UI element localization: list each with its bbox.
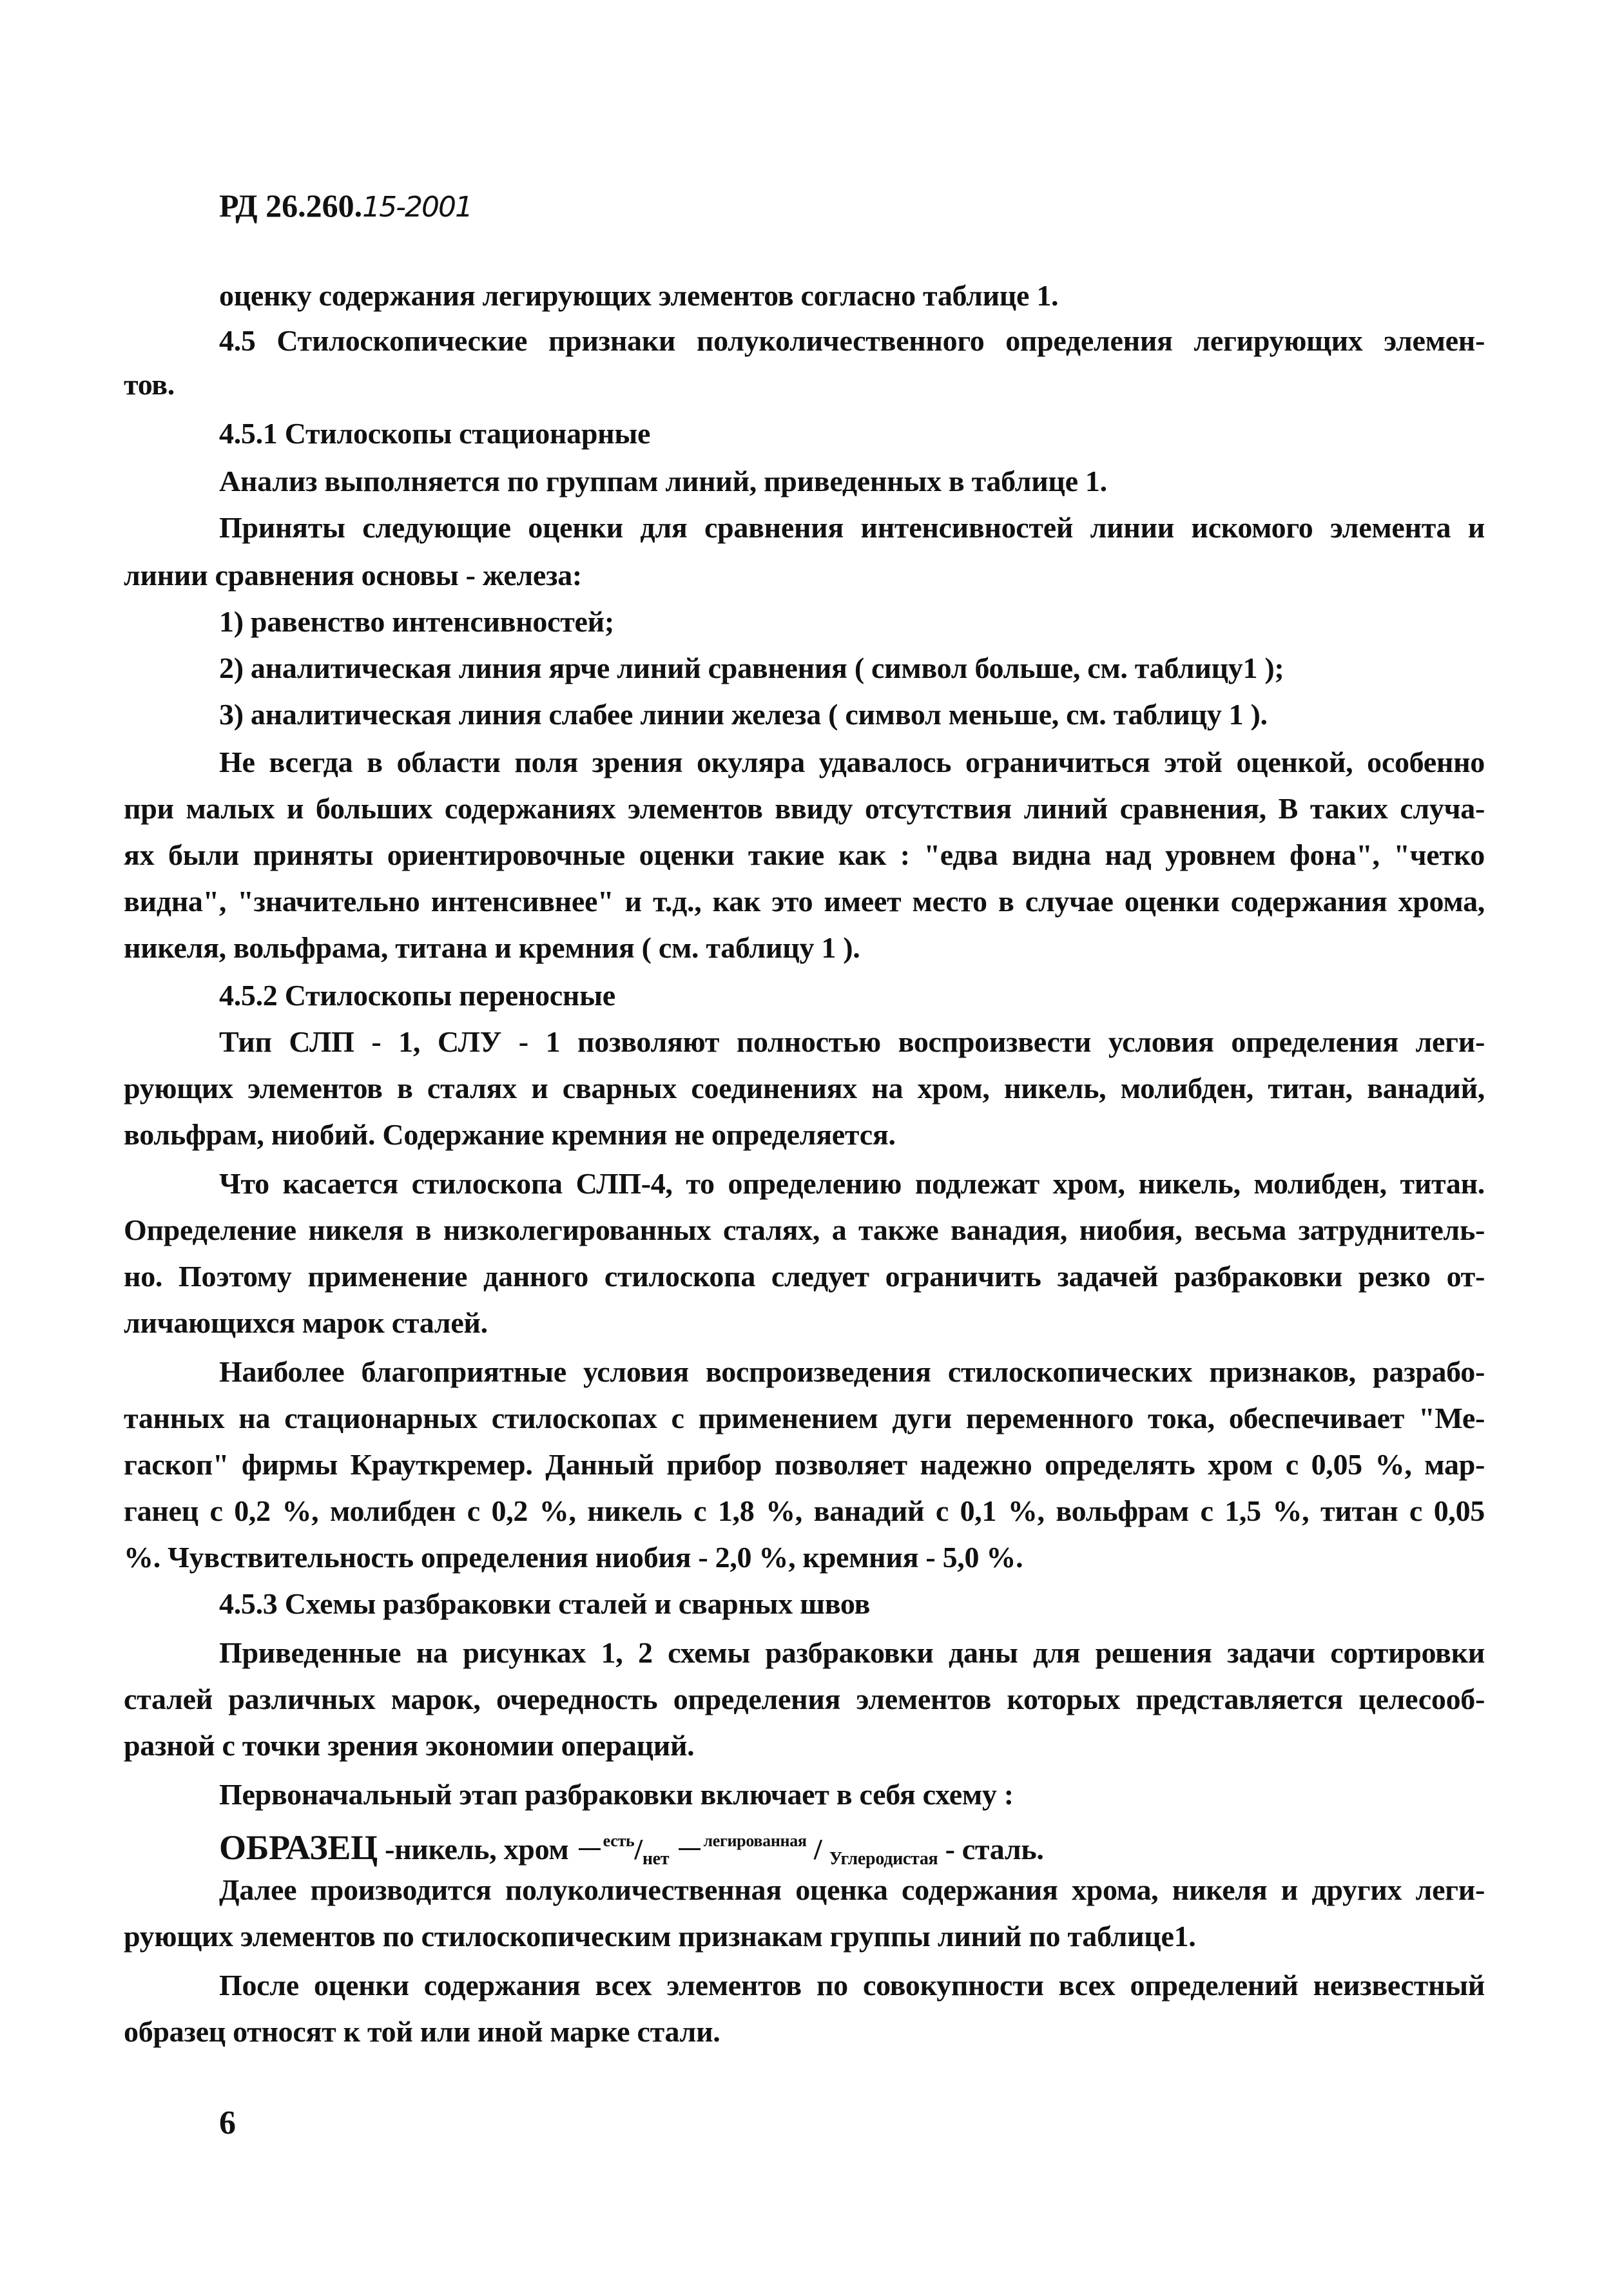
text-line: После оценки содержания всех элементов по совокупности всех определений неизвестный — [219, 1969, 1485, 2002]
text-line: Определение никеля в низколегированных сталях, а также ванадия, ниобия, весьма затруднитель- — [124, 1213, 1485, 1246]
document-code-printed: РД 26.260. — [219, 188, 363, 224]
text-line: при малых и больших содержаниях элементов ввиду отсутствия линий сравнения, В таких случа- — [124, 792, 1485, 825]
text-line: личающихся марок сталей. — [124, 1306, 488, 1339]
text-line: оценку содержания легирующих элементов согласно таблице 1. — [219, 279, 1059, 312]
text-line: Приведенные на рисунках 1, 2 схемы разбраковки даны для решения задачи сортировки — [219, 1636, 1485, 1669]
section-4-5-1-heading: 4.5.1 Стилоскопы стационарные — [219, 417, 651, 450]
scheme-no: нет — [642, 1849, 670, 1869]
scheme-arrow-line — [679, 1848, 701, 1850]
text-line: Не всегда в области поля зрения окуляра удавалось ограничиться этой оценкой, особенно — [219, 746, 1485, 778]
text-line: разной с точки зрения экономии операций. — [124, 1729, 695, 1762]
list-item: 1) равенство интенсивностей; — [219, 605, 614, 638]
text-line: ях были приняты ориентировочные оценки такие как : "едва видна над уровнем фона", "четко — [124, 838, 1485, 871]
scheme-slash: / — [634, 1833, 643, 1866]
scheme-alloyed: легированная — [703, 1831, 807, 1850]
text-line: гаскоп" фирмы Крауткремер. Данный прибор позволяет надежно определять хром с 0,05 %, мар- — [124, 1448, 1485, 1481]
text-line: танных на стационарных стилоскопах с применением дуги переменного тока, обеспечивает "Ме- — [124, 1402, 1485, 1434]
text-line: ганец с 0,2 %, молибден с 0,2 %, никель с 1,8 %, ванадий с 0,1 %, вольфрам с 1,5 %, титан с 0,05 — [124, 1494, 1485, 1527]
text-line: сталей различных марок, очередность определения элементов которых представляется целесооб- — [124, 1683, 1485, 1715]
document-code-handwritten: 15-2001 — [362, 191, 472, 224]
text-line: видна", "значительно интенсивнее" и т.д., как это имеет место в случае оценки содержания хрома, — [124, 885, 1485, 918]
text-line: тов. — [124, 368, 175, 401]
scheme-arrow-line — [579, 1848, 601, 1850]
text-line: Первоначальный этап разбраковки включает в себя схему : — [219, 1778, 1014, 1811]
scheme-elements: -никель, хром — [385, 1833, 569, 1866]
text-line: Далее производится полуколичественная оценка содержания хрома, никеля и других леги- — [219, 1873, 1485, 1906]
text-line: но. Поэтому применение данного стилоскопа следует ограничить задачей разбраковки резко от- — [124, 1260, 1485, 1293]
text-line: Приняты следующие оценки для сравнения интенсивностей линии искомого элемента и — [219, 511, 1485, 544]
scheme-sample-label: ОБРАЗЕЦ — [219, 1828, 378, 1867]
page-number: 6 — [219, 2105, 236, 2141]
list-item: 3) аналитическая линия слабее линии железа ( символ меньше, см. таблицу 1 ). — [219, 698, 1268, 731]
text-line: %. Чувствительность определения ниобия - 2,0 %, кремния - 5,0 %. — [124, 1541, 1023, 1574]
text-line: линии сравнения основы - железа: — [124, 559, 582, 592]
section-4-5-2-heading: 4.5.2 Стилоскопы переносные — [219, 979, 615, 1012]
document-code — [219, 187, 472, 224]
section-4-5-heading: 4.5 Стилоскопические признаки полуколичественного определения легирующих элемен- — [219, 324, 1485, 357]
text-line: рующих элементов в сталях и сварных соединениях на хром, никель, молибден, титан, ванадий, — [124, 1072, 1485, 1105]
scheme-formula — [219, 1824, 1485, 1877]
text-line: Анализ выполняется по группам линий, приведенных в таблице 1. — [219, 465, 1107, 497]
text-line: никеля, вольфрама, титана и кремния ( см. таблицу 1 ). — [124, 931, 860, 964]
text-line: вольфрам, ниобий. Содержание кремния не определяется. — [124, 1118, 896, 1151]
scheme-slash: / — [813, 1833, 822, 1866]
text-line: образец относят к той или иной марке стали. — [124, 2015, 720, 2048]
text-line: Тип СЛП - 1, СЛУ - 1 позволяют полностью воспроизвести условия определения леги- — [219, 1025, 1485, 1058]
text-line: Что касается стилоскопа СЛП-4, то определению подлежат хром, никель, молибден, титан. — [219, 1167, 1485, 1200]
scheme-tail: - сталь. — [945, 1833, 1044, 1866]
text-line: Наиболее благоприятные условия воспроизведения стилоскопических признаков, разрабо- — [219, 1355, 1485, 1388]
scheme-yes: есть — [603, 1831, 635, 1850]
text-line: рующих элементов по стилоскопическим признакам группы линий по таблице1. — [124, 1920, 1196, 1953]
scheme-carbon: Углеродистая — [829, 1849, 938, 1869]
list-item: 2) аналитическая линия ярче линий сравнения ( символ больше, см. таблицу1 ); — [219, 652, 1284, 684]
section-4-5-3-heading: 4.5.3 Схемы разбраковки сталей и сварных швов — [219, 1587, 871, 1620]
